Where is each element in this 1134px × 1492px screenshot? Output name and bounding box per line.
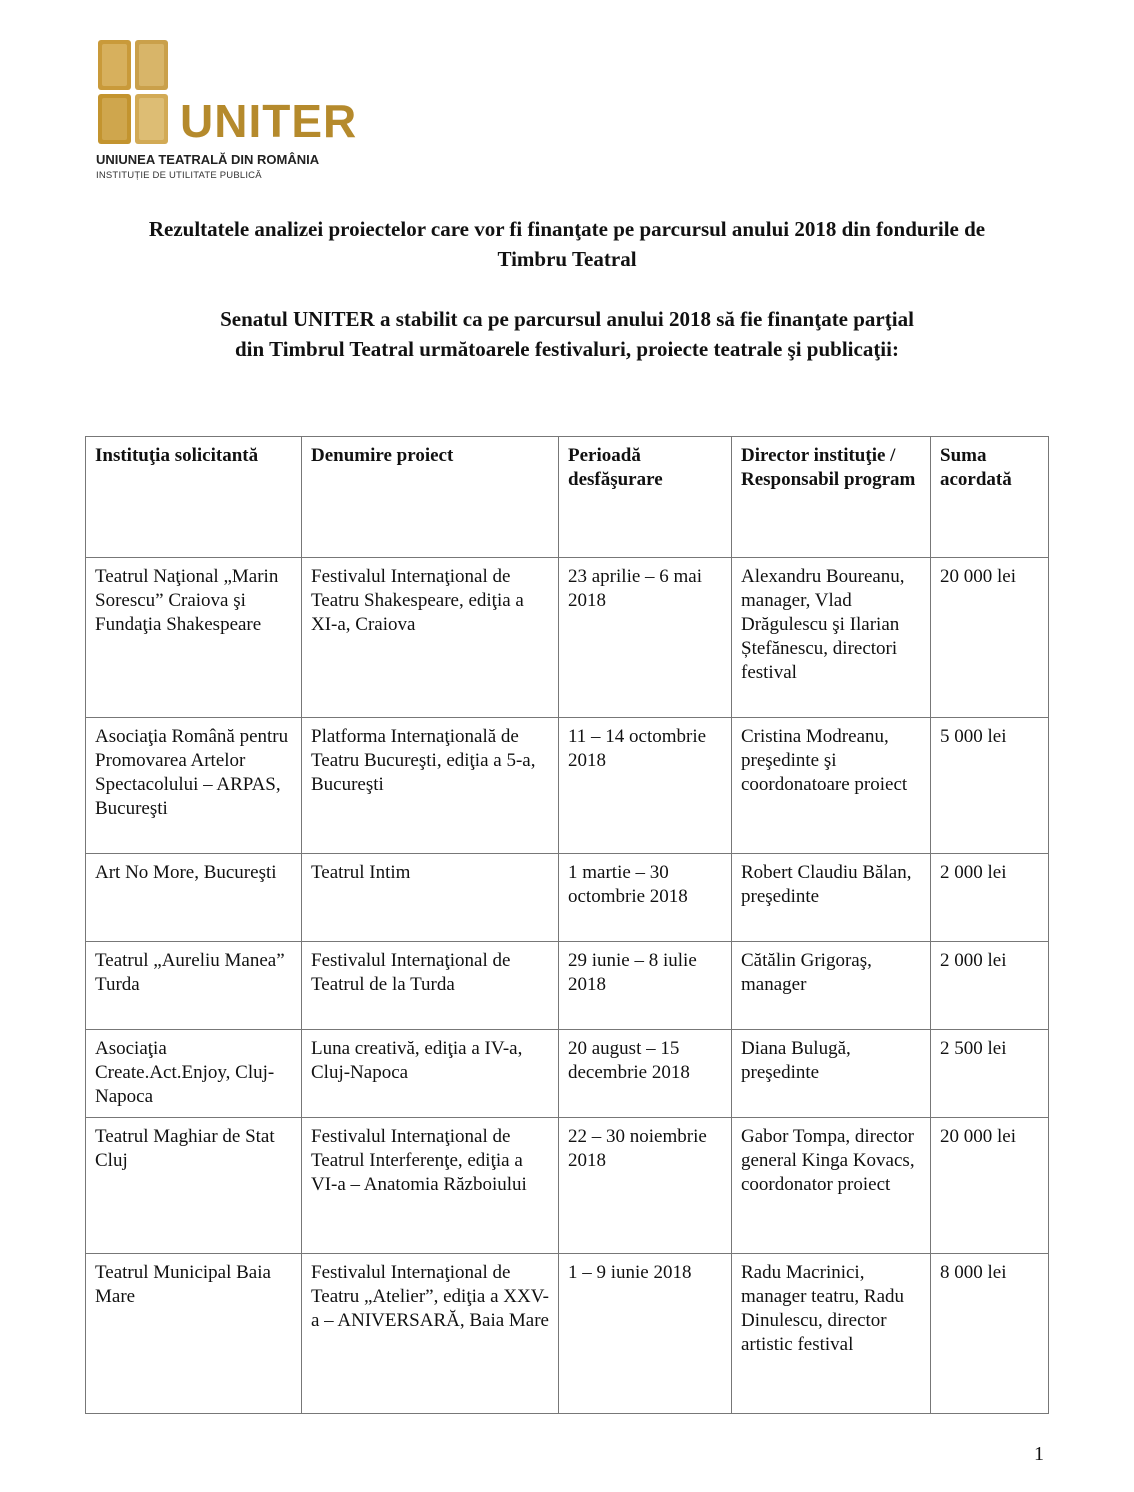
subtitle-line-2: din Timbrul Teatral următoarele festivaluri, proiecte teatrale şi publicaţii:: [235, 337, 899, 361]
cell-amount: 2 000 lei: [931, 942, 1049, 1030]
cell-project: Festivalul Internaţional de Teatru Shakespeare, ediţia a XI-a, Craiova: [302, 558, 559, 718]
cell-period: 20 august – 15 decembrie 2018: [559, 1030, 732, 1118]
cell-project: Festivalul Internaţional de Teatrul Interferenţe, ediţia a VI-a – Anatomia Războiului: [302, 1118, 559, 1254]
cell-period: 23 aprilie – 6 mai 2018: [559, 558, 732, 718]
cell-director: Cristina Modreanu, preşedinte şi coordonatoare proiect: [732, 718, 931, 854]
cell-project: Luna creativă, ediţia a IV-a, Cluj-Napoca: [302, 1030, 559, 1118]
uniter-logo: [92, 34, 372, 192]
column-header-project: Denumire proiect: [302, 437, 559, 558]
column-header-amount: Suma acordată: [931, 437, 1049, 558]
cell-institution: Asociaţia Română pentru Promovarea Artelor Spectacolului – ARPAS, Bucureşti: [86, 718, 302, 854]
cell-amount: 8 000 lei: [931, 1254, 1049, 1414]
table-row: [86, 1254, 1049, 1414]
cell-project: Teatrul Intim: [302, 854, 559, 942]
page-number: 1: [1034, 1443, 1044, 1465]
cell-amount: 5 000 lei: [931, 718, 1049, 854]
cell-period: 29 iunie – 8 iulie 2018: [559, 942, 732, 1030]
column-header-period: Perioadă desfăşurare: [559, 437, 732, 558]
cell-director: Radu Macrinici, manager teatru, Radu Dinulescu, director artistic festival: [732, 1254, 931, 1414]
cell-institution: Teatrul Naţional „Marin Sorescu” Craiova şi Fundaţia Shakespeare: [86, 558, 302, 718]
table-header-row: [86, 437, 1049, 558]
cell-project: Festivalul Internaţional de Teatru „Atelier”, ediţia a XXV-a – ANIVERSARĂ, Baia Mare: [302, 1254, 559, 1414]
logo-subtitle: UNIUNEA TEATRALĂ DIN ROMÂNIA: [96, 152, 320, 167]
cell-project: Platforma Internaţională de Teatru Bucureşti, ediţia a 5-a, Bucureşti: [302, 718, 559, 854]
cell-amount: 2 500 lei: [931, 1030, 1049, 1118]
table-row: [86, 558, 1049, 718]
cell-institution: Teatrul Maghiar de Stat Cluj: [86, 1118, 302, 1254]
table-row: [86, 942, 1049, 1030]
projects-table: [85, 436, 1049, 1414]
cell-director: Diana Bulugă, preşedinte: [732, 1030, 931, 1118]
logo-tagline: INSTITUȚIE DE UTILITATE PUBLICĂ: [96, 170, 262, 181]
cell-amount: 20 000 lei: [931, 1118, 1049, 1254]
cell-director: Cătălin Grigoraş, manager: [732, 942, 931, 1030]
table-row: [86, 1030, 1049, 1118]
cell-amount: 20 000 lei: [931, 558, 1049, 718]
logo-name: UNITER: [180, 95, 358, 147]
column-header-director: Director instituţie / Responsabil program: [732, 437, 931, 558]
cell-institution: Teatrul Municipal Baia Mare: [86, 1254, 302, 1414]
uniter-emblem-icon: [96, 38, 170, 146]
cell-project: Festivalul Internaţional de Teatrul de la Turda: [302, 942, 559, 1030]
cell-director: Gabor Tompa, director general Kinga Kovacs, coordonator proiect: [732, 1118, 931, 1254]
cell-institution: Asociaţia Create.Act.Enjoy, Cluj-Napoca: [86, 1030, 302, 1118]
cell-period: 22 – 30 noiembrie 2018: [559, 1118, 732, 1254]
table-row: [86, 718, 1049, 854]
cell-institution: Teatrul „Aureliu Manea” Turda: [86, 942, 302, 1030]
table-row: [86, 854, 1049, 942]
title-line-2: Timbru Teatral: [497, 247, 637, 271]
cell-period: 1 martie – 30 octombrie 2018: [559, 854, 732, 942]
title-line-1: Rezultatele analizei proiectelor care vor fi finanţate pe parcursul anului 2018 din fondurile de: [148, 217, 986, 241]
cell-period: 11 – 14 octombrie 2018: [559, 718, 732, 854]
table-row: [86, 1118, 1049, 1254]
column-header-institution: Instituţia solicitantă: [86, 437, 302, 558]
cell-institution: Art No More, Bucureşti: [86, 854, 302, 942]
subtitle-line-1: Senatul UNITER a stabilit ca pe parcursul anului 2018 să fie finanţate parţial: [220, 307, 914, 331]
cell-director: Robert Claudiu Bălan, preşedinte: [732, 854, 931, 942]
cell-period: 1 – 9 iunie 2018: [559, 1254, 732, 1414]
document-subtitle: [60, 304, 1074, 364]
document-title: [60, 214, 1074, 274]
cell-amount: 2 000 lei: [931, 854, 1049, 942]
cell-director: Alexandru Boureanu, manager, Vlad Drăgulescu şi Ilarian Ștefănescu, directori festival: [732, 558, 931, 718]
